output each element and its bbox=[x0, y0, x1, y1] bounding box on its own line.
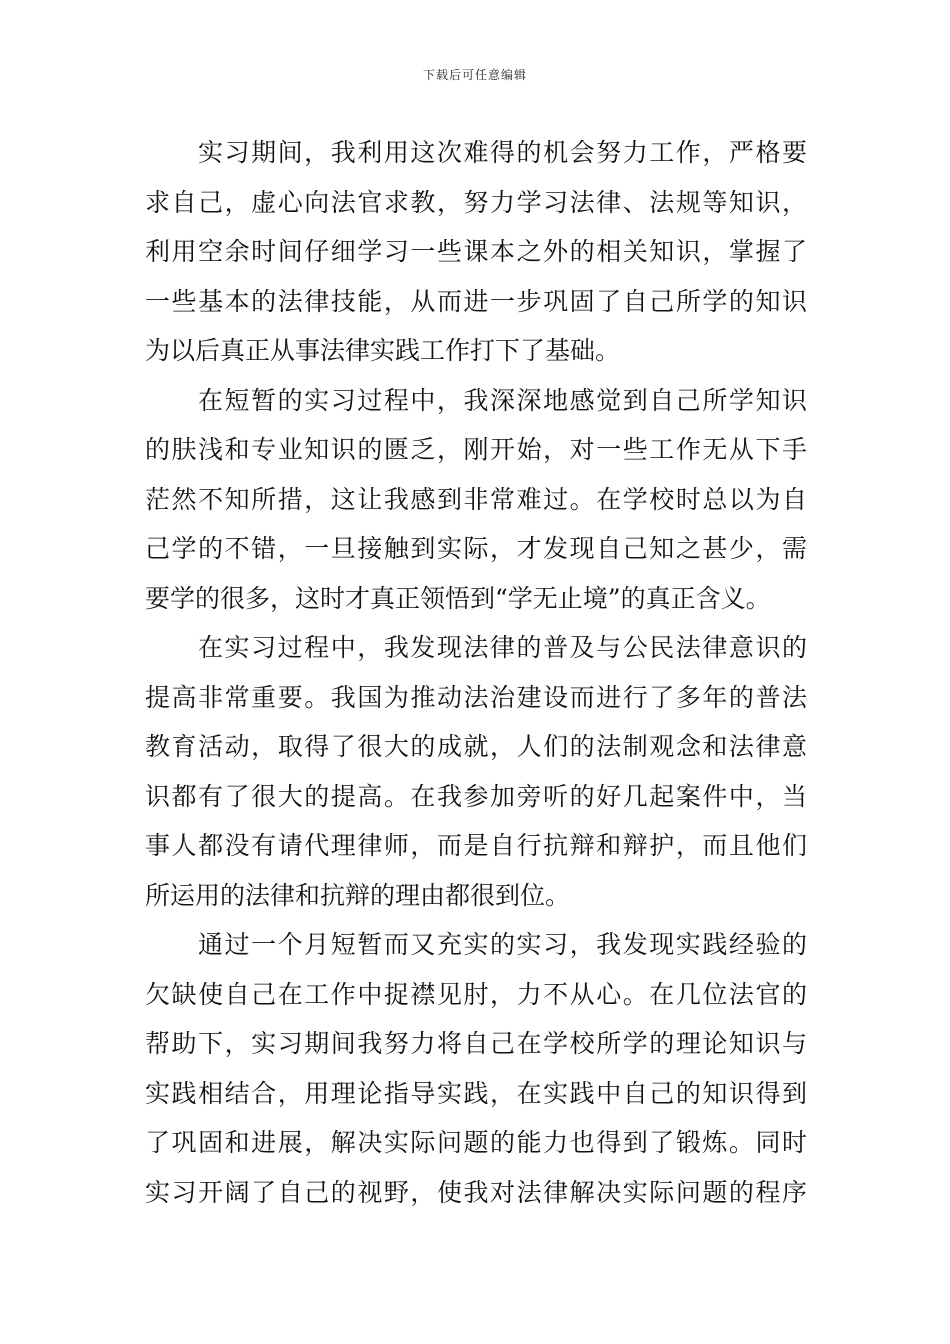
text-line: 实践相结合，用理论指导实践，在实践中自己的知识得到 bbox=[145, 1078, 807, 1108]
text-line: 所运用的法律和抗辩的理由都很到位。 bbox=[145, 880, 571, 910]
page-header: 下载后可任意编辑 bbox=[422, 68, 527, 82]
text-line: 帮助下，实习期间我努力将自己在学校所学的理论知识与 bbox=[145, 1029, 807, 1058]
paragraph bbox=[145, 623, 807, 920]
paragraph bbox=[145, 920, 807, 1217]
text-line: 事人都没有请代理律师，而是自行抗辩和辩护，而且他们 bbox=[145, 831, 807, 860]
text-line: 利用空余时间仔细学习一些课本之外的相关知识，掌握了 bbox=[145, 237, 807, 266]
text-line: 为以后真正从事法律实践工作打下了基础。 bbox=[145, 336, 621, 365]
text-line: 要学的很多，这时才真正领悟到“学无止境”的真正含义。 bbox=[145, 583, 771, 613]
paragraph bbox=[145, 128, 807, 376]
paragraph bbox=[145, 376, 807, 624]
text-line: 求自己，虚心向法官求教，努力学习法律、法规等知识， bbox=[145, 187, 807, 217]
text-line: 在实习过程中，我发现法律的普及与公民法律意识的 bbox=[198, 633, 807, 662]
text-line: 己学的不错，一旦接触到实际，才发现自己知之甚少，需 bbox=[145, 534, 807, 563]
text-line: 通过一个月短暂而又充实的实习，我发现实践经验的 bbox=[198, 930, 807, 959]
text-line: 茫然不知所措，这让我感到非常难过。在学校时总以为自 bbox=[145, 484, 807, 514]
text-line: 在短暂的实习过程中，我深深地感觉到自己所学知识 bbox=[198, 385, 807, 415]
text-line: 识都有了很大的提高。在我参加旁听的好几起案件中，当 bbox=[145, 781, 807, 811]
document-body bbox=[145, 128, 807, 1217]
text-line: 一些基本的法律技能，从而进一步巩固了自己所学的知识 bbox=[145, 286, 807, 316]
text-line: 提高非常重要。我国为推动法治建设而进行了多年的普法 bbox=[145, 682, 807, 712]
text-line: 教育活动，取得了很大的成就，人们的法制观念和法律意 bbox=[145, 732, 807, 761]
text-line: 的肤浅和专业知识的匮乏，刚开始，对一些工作无从下手 bbox=[145, 435, 807, 464]
text-line: 欠缺使自己在工作中捉襟见肘，力不从心。在几位法官的 bbox=[145, 979, 807, 1009]
text-line: 了巩固和进展，解决实际问题的能力也得到了锻炼。同时 bbox=[145, 1128, 807, 1157]
text-line: 实习开阔了自己的视野，使我对法律解决实际问题的程序 bbox=[145, 1177, 807, 1207]
text-line: 实习期间，我利用这次难得的机会努力工作，严格要 bbox=[198, 138, 807, 167]
